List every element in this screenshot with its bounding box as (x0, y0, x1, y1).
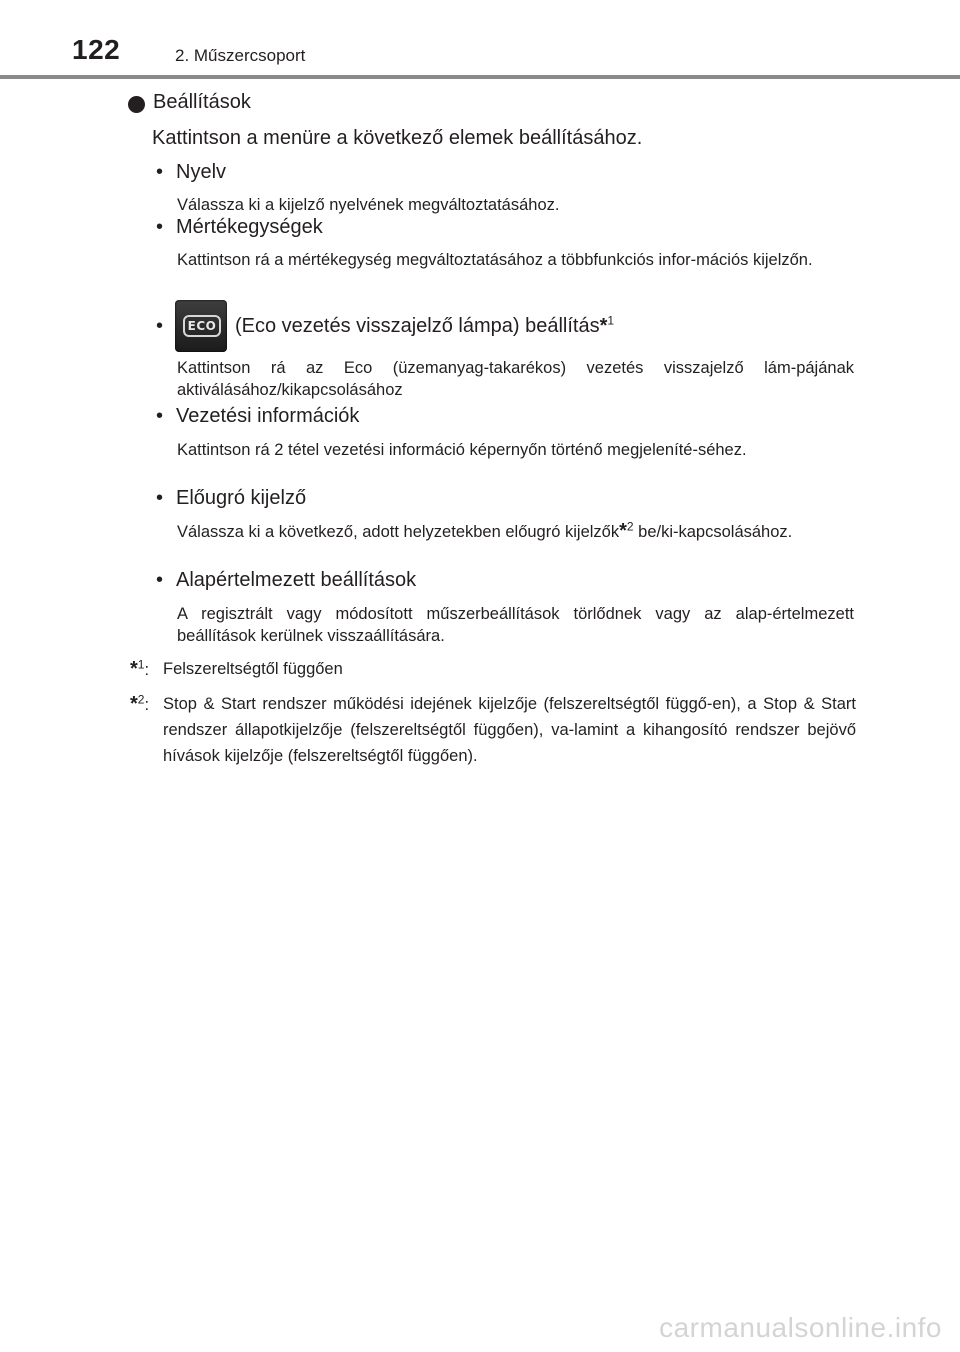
item-label: Előugró kijelző (176, 487, 307, 509)
bullet-icon: • (156, 405, 164, 427)
bullet-icon: • (156, 161, 164, 183)
footnote-ref-star: * (619, 520, 627, 542)
description-text-part: Válassza ki a következő, adott helyzetekben előugró kijelzők (177, 523, 620, 541)
footnote-1 (130, 656, 856, 682)
item-description-text: Kattintson rá a mértékegység megváltoztatásához a többfunkciós infor-mációs kijelzőn. (177, 251, 813, 269)
item-description-text (177, 520, 854, 543)
page-header (0, 0, 960, 80)
item-label: Alapértelmezett beállítások (176, 569, 417, 591)
item-label: Vezetési információk (176, 405, 360, 427)
item-description (177, 249, 854, 271)
footnote-marker (130, 691, 149, 718)
description-text-part: be/ki-kapcsolásához. (633, 523, 793, 541)
footnote-ref-star: * (599, 315, 608, 337)
eco-indicator-icon (175, 300, 227, 352)
item-description (177, 194, 854, 216)
item-description-text: A regisztrált vagy módosított műszerbeállítások törlődnek vagy az alap-értelmezett beállítások kerülnek visszaállítására. (177, 605, 854, 645)
footnote-text: Stop & Start rendszer működési idejének kijelzője (felszereltségtől függő-en), a Stop & Start rendszer állapotkijelzője (felszereltségtől függően), va-lamint a kihangosító rendszer bejövő hívások kijelzője (felszereltségtől függően). (163, 695, 856, 765)
footnote-number: 1 (137, 657, 145, 672)
footnote-text: Felszereltségtől függően (163, 660, 343, 678)
item-description-text: Kattintson rá 2 tétel vezetési információ képernyőn történő megjeleníté-séhez. (177, 441, 747, 459)
watermark: carmanualsonline.info (659, 1312, 942, 1343)
section-bullet-icon (128, 96, 145, 113)
footnote-separator: : (144, 661, 150, 679)
bullet-icon: • (156, 216, 164, 238)
item-description (177, 357, 854, 401)
chapter-title: 2. Műszercsoport (175, 46, 306, 65)
page-number: 122 (72, 34, 121, 65)
footnote-ref-number: 1 (607, 313, 615, 328)
footnote-marker (130, 656, 149, 683)
eco-item-label (235, 315, 614, 338)
bullet-icon: • (156, 315, 164, 337)
bullet-icon: • (156, 569, 164, 591)
footnote-star: * (130, 658, 138, 680)
header-divider (0, 75, 960, 79)
item-description-text: Válassza ki a kijelző nyelvének megváltoztatásához. (177, 196, 560, 214)
footnote-star: * (130, 693, 138, 715)
item-description-text: Kattintson rá az Eco (üzemanyag-takarékos) vezetés visszajelző lám-pájának aktiválásához/kikapcsolásához (177, 359, 854, 399)
item-description (177, 520, 854, 543)
item-description (177, 439, 854, 461)
item-label: Nyelv (176, 161, 227, 183)
item-description (177, 603, 854, 647)
item-label: Mértékegységek (176, 216, 323, 238)
footnote-number: 2 (137, 692, 145, 707)
bullet-icon: • (156, 487, 164, 509)
item-label: (Eco vezetés visszajelző lámpa) beállítás (235, 315, 600, 337)
footnote-ref-number: 2 (626, 519, 634, 534)
section-intro: Kattintson a menüre a következő elemek beállításához. (152, 127, 643, 149)
footnote-separator: : (144, 696, 150, 714)
section-title: Beállítások (153, 91, 251, 113)
eco-icon-label: ECO (183, 315, 221, 337)
footnote-2 (130, 691, 856, 769)
